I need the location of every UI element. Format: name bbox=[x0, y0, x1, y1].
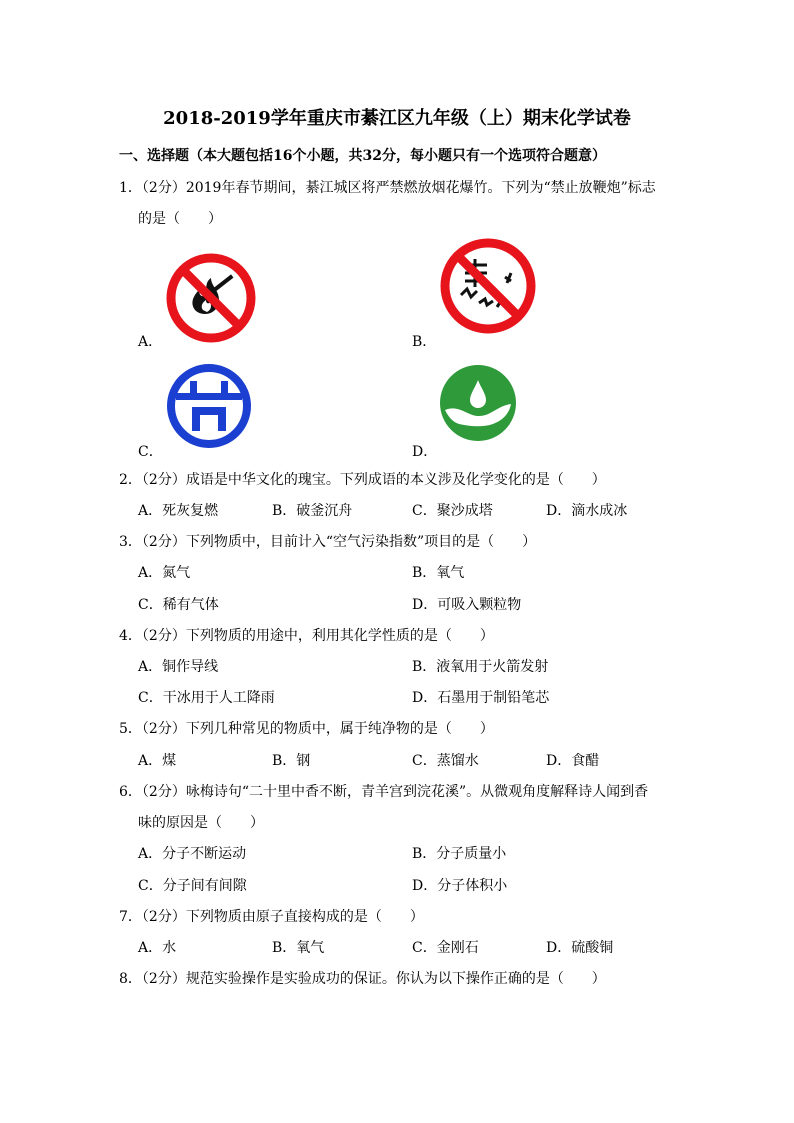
question-7-stem: 7．（2分）下列物质由原子直接构成的是（ ） bbox=[119, 909, 424, 925]
blue-emblem bbox=[166, 363, 252, 449]
question-2-stem: 2．（2分）成语是中华文化的瑰宝。下列成语的本义涉及化学变化的是（ ） bbox=[119, 472, 606, 488]
q2-option-d: D．滴水成冰 bbox=[546, 503, 628, 519]
question-1-stem-line1: 1．（2分）2019年春节期间，綦江城区将严禁燃放烟花爆竹。下列为“禁止放鞭炮”标志 bbox=[119, 180, 656, 196]
q1-option-a-label: A． bbox=[138, 334, 163, 350]
q3-option-d: D．可吸入颗粒物 bbox=[412, 597, 522, 613]
question-1-stem-line2: 的是（ ） bbox=[138, 211, 222, 227]
question-5-stem: 5．（2分）下列几种常见的物质中，属于纯净物的是（ ） bbox=[119, 721, 494, 737]
question-6-stem-line2: 味的原因是（ ） bbox=[138, 815, 264, 831]
q1-option-d-label: D． bbox=[412, 444, 438, 460]
q1-option-b-label: B． bbox=[412, 334, 437, 350]
q6-option-c: C．分子间有间隙 bbox=[138, 878, 247, 894]
question-6-stem-line1: 6．（2分）咏梅诗句“二十里中香不断，青羊宫到浣花溪”。从微观角度解释诗人闻到香 bbox=[119, 784, 649, 800]
no-fireworks-sign bbox=[439, 237, 537, 335]
q6-option-b: B．分子质量小 bbox=[412, 846, 507, 862]
q6-option-a: A．分子不断运动 bbox=[138, 846, 247, 862]
q4-option-d: D．石墨用于制铅笔芯 bbox=[412, 690, 550, 706]
q1-option-c-label: C． bbox=[138, 444, 163, 460]
q4-option-a: A．铜作导线 bbox=[138, 659, 219, 675]
q2-option-a: A．死灰复燃 bbox=[138, 503, 219, 519]
q7-option-c: C．金刚石 bbox=[412, 940, 479, 956]
q2-option-c: C．聚沙成塔 bbox=[412, 503, 493, 519]
q3-option-a: A．氮气 bbox=[138, 565, 191, 581]
green-water-emblem bbox=[439, 364, 517, 442]
q3-option-c: C．稀有气体 bbox=[138, 597, 219, 613]
q4-option-b: B．液氧用于火箭发射 bbox=[412, 659, 549, 675]
no-burning-sign bbox=[165, 252, 257, 344]
question-8-stem: 8．（2分）规范实验操作是实验成功的保证。你认为以下操作正确的是（ ） bbox=[119, 971, 606, 987]
section-heading: 一、选择题（本大题包括16个小题，共32分，每小题只有一个选项符合题意） bbox=[119, 148, 606, 164]
question-4-stem: 4．（2分）下列物质的用途中，利用其化学性质的是（ ） bbox=[119, 628, 494, 644]
q5-option-d: D．食醋 bbox=[546, 753, 600, 769]
q7-option-b: B．氧气 bbox=[272, 940, 325, 956]
q5-option-c: C．蒸馏水 bbox=[412, 753, 479, 769]
q3-option-b: B．氧气 bbox=[412, 565, 465, 581]
page-title: 2018-2019学年重庆市綦江区九年级（上）期末化学试卷 bbox=[163, 108, 631, 129]
q5-option-b: B．钢 bbox=[272, 753, 311, 769]
question-3-stem: 3．（2分）下列物质中，目前计入“空气污染指数”项目的是（ ） bbox=[119, 534, 537, 550]
q7-option-d: D．硫酸铜 bbox=[546, 940, 614, 956]
q7-option-a: A．水 bbox=[138, 940, 177, 956]
q5-option-a: A．煤 bbox=[138, 753, 177, 769]
q4-option-c: C．干冰用于人工降雨 bbox=[138, 690, 275, 706]
q2-option-b: B．破釜沉舟 bbox=[272, 503, 353, 519]
q6-option-d: D．分子体积小 bbox=[412, 878, 508, 894]
